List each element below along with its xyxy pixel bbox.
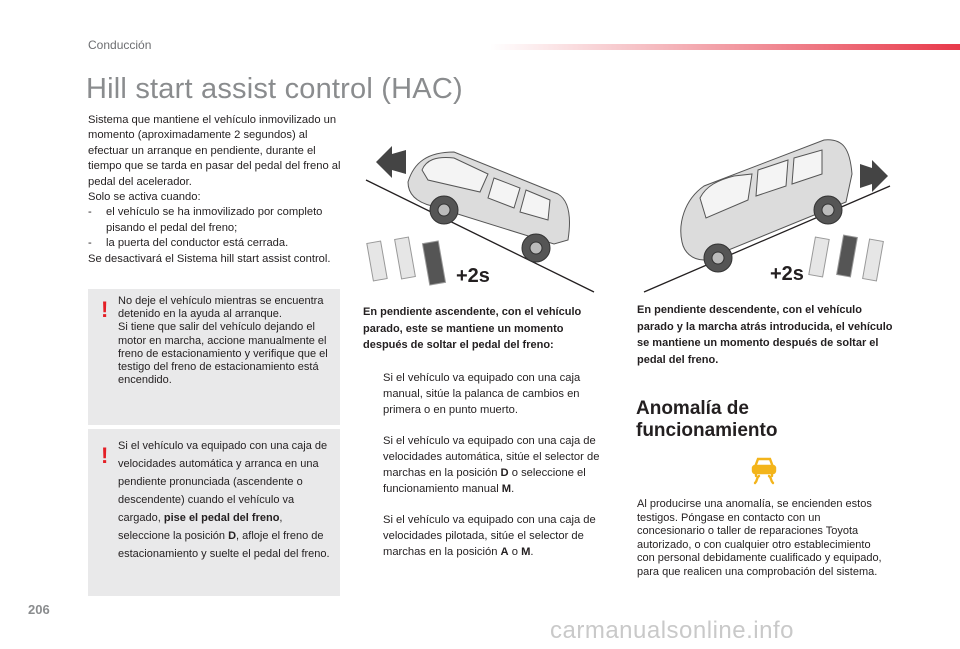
- exclamation-icon: !: [101, 443, 109, 468]
- deactivation-note: Se desactivará el Sistema hill start assist control.: [88, 252, 331, 265]
- page-number: 206: [28, 602, 50, 617]
- arrow-icon: [860, 160, 888, 192]
- anomaly-heading: Anomalía de funcionamiento: [636, 398, 778, 441]
- timer-label: +2s: [456, 265, 490, 287]
- page-title: Hill start assist control (HAC): [86, 73, 463, 105]
- anomaly-text: Al producirse una anomalía, se encienden estos testigos. Póngase en contacto con un concesionario o taller de reparaciones Toyota autorizado, o con cualquier otro establecimiento con personal debidamente cualificado y equipado, para que realicen una comprobación del sistema.: [637, 498, 882, 578]
- warning-box: [88, 429, 340, 596]
- section-label: Conducción: [88, 38, 152, 52]
- timer-label: +2s: [770, 263, 804, 285]
- list-item: Si el vehículo va equipado con una caja de velocidades automática, sitúe el selector de marchas en la posición D o seleccione el funcionamiento manual M.: [363, 433, 613, 497]
- warning-box: [88, 289, 340, 425]
- uphill-caption: En pendiente ascendente, con el vehículo parado, este se mantiene un momento después de soltar el pedal del freno:: [363, 306, 582, 351]
- checkbox-bullet-icon: [363, 370, 383, 418]
- list-item: Si el vehículo va equipado con una caja de velocidades pilotada, sitúe el selector de marchas en la posición A o M.: [363, 512, 613, 560]
- uphill-bullet-list: [363, 370, 613, 560]
- intro-condition-heading: Solo se activa cuando:: [88, 191, 201, 204]
- intro-text: [88, 113, 343, 267]
- arrow-icon: [376, 146, 406, 178]
- exclamation-icon: !: [101, 297, 109, 322]
- watermark: carmanualsonline.info: [550, 617, 794, 644]
- checkbox-bullet-icon: [363, 433, 383, 497]
- van-downhill-icon: [634, 130, 894, 295]
- list-item: Si el vehículo va equipado con una caja manual, sitúe la palanca de cambios en primera o en punto muerto.: [363, 370, 613, 418]
- warning-text: No deje el vehículo mientras se encuentra detenido en la ayuda al arranque. Si tiene que salir del vehículo dejando el motor en marcha, accione manualmente el freno de estacionamiento y verifique que el testigo del freno de estacionamiento está encendido.: [118, 295, 328, 387]
- checkbox-bullet-icon: [363, 512, 383, 560]
- intro-paragraph: Sistema que mantiene el vehículo inmovilizado un momento (aproximadamente 2 segundos) al efectuar un arranque en pendiente, durante el tiempo que se tarda en pasar del pedal del freno al pedal del acelerador.: [88, 114, 341, 188]
- warning-text: Si el vehículo va equipado con una caja de velocidades automática y arranca en una pendiente pronunciada (ascendente o descendente) cuando el vehículo va cargado, pise el pedal del freno, seleccione la posición D, afloje el freno de estacionamiento y suelte el pedal del freno.: [118, 440, 330, 560]
- condition-item: - la puerta del conductor está cerrada.: [88, 237, 289, 250]
- skid-warning-icon: [747, 452, 781, 486]
- header-accent-bar: [490, 44, 960, 50]
- downhill-caption: En pendiente descendente, con el vehículo parado y la marcha atrás introducida, el vehículo se mantiene un momento después de soltar el pedal del freno.: [637, 304, 893, 366]
- van-uphill-icon: [362, 130, 598, 295]
- condition-item: - el vehículo se ha inmovilizado por completo pisando el pedal del freno;: [88, 206, 323, 234]
